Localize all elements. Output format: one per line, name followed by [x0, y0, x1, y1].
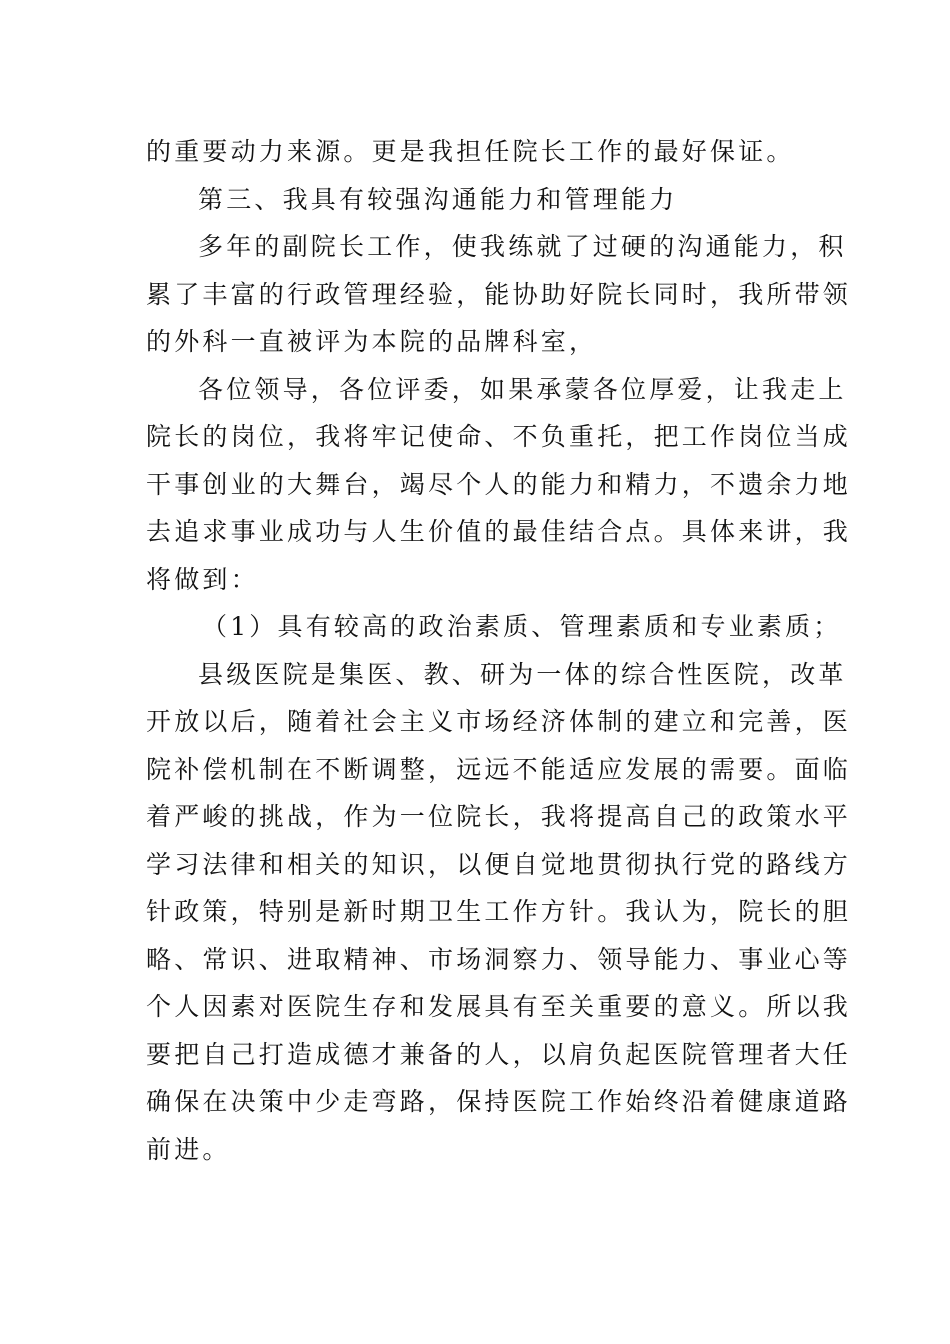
- list-item-heading: （1）具有较高的政治素质、管理素质和专业素质；: [202, 612, 842, 641]
- text-line: 个人因素对医院生存和发展具有至关重要的意义。所以我: [146, 992, 852, 1021]
- text-line: 去追求事业成功与人生价值的最佳结合点。具体来讲，我: [146, 517, 852, 546]
- document-body: [146, 128, 852, 1173]
- text-line: 累了丰富的行政管理经验，能协助好院长同时，我所带领: [146, 279, 852, 309]
- section-heading: 第三、我具有较强沟通能力和管理能力: [198, 184, 678, 214]
- text-line: 针政策，特别是新时期卫生工作方针。我认为，院长的胆: [146, 897, 852, 926]
- text-line: 确保在决策中少走弯路，保持医院工作始终沿着健康道路: [146, 1087, 852, 1116]
- text-line: 学习法律和相关的知识，以便自觉地贯彻执行党的路线方: [146, 849, 852, 879]
- text-line: 各位领导，各位评委，如果承蒙各位厚爱，让我走上: [198, 374, 847, 404]
- text-line: 前进。: [146, 1134, 231, 1164]
- text-line: 院长的岗位，我将牢记使命、不负重托，把工作岗位当成: [146, 422, 852, 451]
- text-line: 的重要动力来源。更是我担任院长工作的最好保证。: [146, 137, 795, 166]
- text-line: 略、常识、进取精神、市场洞察力、领导能力、事业心等: [146, 944, 852, 974]
- text-line: 多年的副院长工作，使我练就了过硬的沟通能力，积: [198, 232, 847, 261]
- text-line: 干事创业的大舞台，竭尽个人的能力和精力，不遗余力地: [146, 469, 852, 499]
- text-line: 要把自己打造成德才兼备的人，以肩负起医院管理者大任: [146, 1039, 852, 1069]
- text-line: 的外科一直被评为本院的品牌科室，: [146, 327, 598, 356]
- text-line: 开放以后，随着社会主义市场经济体制的建立和完善，医: [146, 707, 852, 736]
- text-line: 将做到：: [146, 564, 259, 594]
- text-line: 着严峻的挑战，作为一位院长，我将提高自己的政策水平: [146, 802, 852, 831]
- text-line: 县级医院是集医、教、研为一体的综合性医院，改革: [198, 659, 847, 689]
- text-line: 院补偿机制在不断调整，远远不能适应发展的需要。面临: [146, 754, 852, 784]
